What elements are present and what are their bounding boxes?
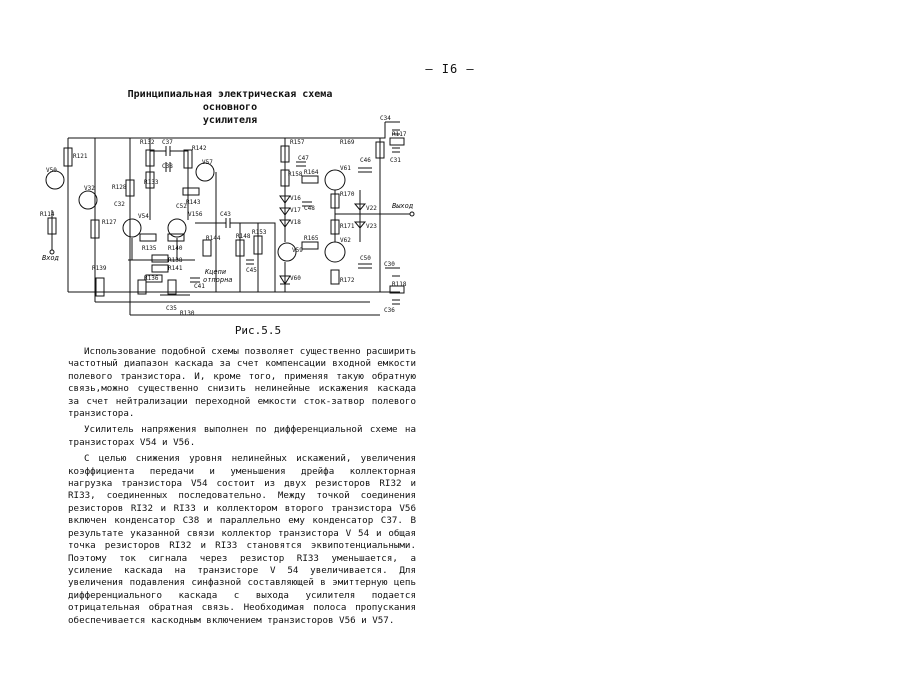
svg-text:R171: R171: [340, 223, 355, 230]
figure-title-line-2: усилителя: [202, 115, 258, 126]
svg-text:R169: R169: [340, 139, 355, 146]
svg-text:V23: V23: [366, 223, 377, 230]
svg-text:R130: R130: [180, 310, 195, 317]
svg-text:C30: C30: [384, 261, 395, 268]
svg-text:R142: R142: [192, 145, 207, 152]
svg-text:V59: V59: [292, 247, 303, 254]
figure-caption: Рис.5.5: [234, 324, 282, 337]
svg-text:R127: R127: [102, 219, 117, 226]
paragraph-3: С целью снижения уровня нелинейных искажений, увеличения коэффициента передачи и уменьшения дрейфа коллекторная нагрузка транзистора V54 состоит из двух резисторов RI32 и RI33, соединенных последовательно. Между точкой соединения резисторов RI32 и RI33 и коллектором второго транзистора V56 включен конденсатор C38 и параллельно ему конденсатор C37. В результате указанной связи коллектор транзистора V 54 и общая точка резисторов RI32 и RI33 становятся эквипотенциальными. Поэтому ток сигнала через резистор RI33 уменьшается, а усиление каскада на транзисторе V 54 увеличивается. Для увеличения подавления синфазной составляющей в эмиттерную цепь дифференциального каскада с выхода усилителя подается отрицательная обратная связь. Необходимая полоса пропускания обеспечивается каскодным включением транзисторов V56 и V57.: [68, 453, 416, 626]
body-text: [68, 346, 416, 627]
svg-text:V61: V61: [340, 165, 351, 172]
svg-text:R117: R117: [392, 131, 407, 138]
svg-text:R165: R165: [304, 235, 319, 242]
paragraph-2: Усилитель напряжения выполнен по дифференциальной схеме на транзисторах V54 и V56.: [68, 424, 416, 448]
svg-text:R170: R170: [340, 191, 355, 198]
svg-text:C38: C38: [162, 163, 173, 170]
svg-text:C46: C46: [360, 157, 371, 164]
figure-title-line-1: Принципиальная электрическая схема основного: [127, 89, 333, 113]
svg-text:R128: R128: [112, 184, 127, 191]
svg-text:R143: R143: [186, 199, 201, 206]
svg-text:C32: C32: [114, 201, 125, 208]
svg-text:R144: R144: [206, 235, 221, 242]
svg-text:V17: V17: [290, 207, 301, 214]
svg-text:C31: C31: [390, 157, 401, 164]
svg-text:C41: C41: [194, 283, 205, 290]
svg-text:R135: R135: [142, 245, 157, 252]
svg-text:C45: C45: [246, 267, 257, 274]
svg-text:C48: C48: [304, 205, 315, 212]
svg-text:R132: R132: [140, 139, 155, 146]
svg-text:V22: V22: [366, 205, 377, 212]
svg-text:V32: V32: [84, 185, 95, 192]
svg-text:R140: R140: [168, 245, 183, 252]
svg-text:R148: R148: [236, 233, 251, 240]
svg-text:C43: C43: [220, 211, 231, 218]
page-number: – I6 –: [425, 62, 475, 76]
svg-text:C37: C37: [162, 139, 173, 146]
svg-text:R158: R158: [288, 171, 303, 178]
svg-text:C36: C36: [384, 307, 395, 314]
svg-text:V60: V60: [290, 275, 301, 282]
svg-text:R157: R157: [290, 139, 305, 146]
svg-text:C35: C35: [166, 305, 177, 312]
svg-text:V57: V57: [202, 159, 213, 166]
paragraph-1: Использование подобной схемы позволяет существенно расширить частотный диапазон каскада за счет компенсации входной емкости полевого транзистора. И, кроме того, применяя такую обратную связь,можно существенно снизить нелинейные искажения каскада за счет нейтрализации переходной емкости сток-затвор полевого транзистора.: [68, 346, 416, 420]
svg-text:R141: R141: [168, 265, 183, 272]
svg-text:отпорна: отпорна: [203, 276, 233, 284]
svg-text:Выход: Выход: [392, 202, 414, 210]
svg-text:V18: V18: [290, 219, 301, 226]
svg-text:V54: V54: [138, 213, 149, 220]
svg-text:R153: R153: [252, 229, 267, 236]
svg-text:Вход: Вход: [42, 254, 59, 262]
svg-text:R136: R136: [144, 275, 159, 282]
svg-text:R138: R138: [168, 257, 183, 264]
svg-text:R121: R121: [73, 153, 88, 160]
svg-text:V62: V62: [340, 237, 351, 244]
svg-text:R133: R133: [144, 179, 159, 186]
svg-text:R118: R118: [392, 281, 407, 288]
svg-text:C34: C34: [380, 115, 391, 122]
svg-text:C50: C50: [360, 255, 371, 262]
svg-text:R172: R172: [340, 277, 355, 284]
circuit-schematic: [40, 110, 420, 325]
svg-text:V156: V156: [188, 211, 203, 218]
svg-text:Кцепи: Кцепи: [205, 268, 227, 276]
svg-text:C52: C52: [176, 203, 187, 210]
svg-text:R139: R139: [92, 265, 107, 272]
svg-text:V50: V50: [46, 167, 57, 174]
svg-text:C47: C47: [298, 155, 309, 162]
svg-text:R114: R114: [40, 211, 55, 218]
svg-text:V16: V16: [290, 195, 301, 202]
svg-text:R164: R164: [304, 169, 319, 176]
